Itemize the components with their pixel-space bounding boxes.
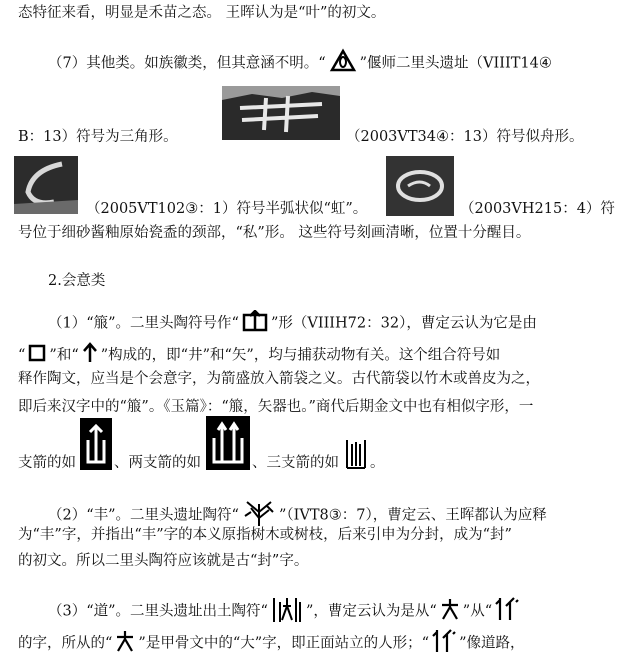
text-line bbox=[18, 454, 76, 472]
text-line bbox=[18, 4, 385, 22]
paragraph-text: ”形（VIIIH72：32），曹定云认为它是由 bbox=[270, 315, 537, 332]
paragraph-text: ”和“ bbox=[49, 347, 79, 364]
text-line bbox=[48, 310, 537, 337]
text-line bbox=[18, 398, 533, 416]
ship-symbol-photo bbox=[222, 86, 340, 140]
paragraph-text: （2003VT34④：13）符号似舟形。 bbox=[346, 129, 584, 145]
paragraph-text: ”偃师二里头遗址（VIIIT14④ bbox=[359, 55, 552, 72]
fu-one-arrow-icon bbox=[80, 418, 112, 470]
paragraph-text: 的字，所从的“ bbox=[18, 635, 113, 652]
paragraph-text: 、两支箭的如 bbox=[114, 455, 201, 471]
paragraph-text: ”，曹定云认为是从“ bbox=[305, 603, 437, 620]
text-line bbox=[18, 224, 530, 242]
text-line bbox=[252, 454, 339, 472]
paragraph-text: ”像道路， bbox=[459, 635, 525, 652]
paragraph-text: （7）其他类。如族徽类，但其意涵不明。“ bbox=[48, 55, 326, 72]
paragraph-text: B：13）符号为三角形。 bbox=[18, 129, 178, 145]
text-line bbox=[370, 454, 385, 472]
paragraph-text: ”构成的，即“井”和“矢”，均与捕获动物有关。这个组合符号如 bbox=[100, 347, 501, 364]
si-symbol-photo bbox=[386, 156, 454, 216]
text-line bbox=[346, 128, 583, 146]
text-line bbox=[18, 128, 178, 146]
triangle-symbol-icon bbox=[328, 48, 358, 79]
paragraph-text: （2005VT102③：1）符号半弧状似“虹”。 bbox=[86, 201, 368, 217]
arrow-symbol-icon bbox=[81, 342, 99, 369]
text-line bbox=[460, 200, 615, 218]
road-symbol-icon bbox=[431, 628, 457, 659]
paragraph-text: 、三支箭的如 bbox=[252, 455, 339, 471]
paragraph-text: （2）“丰”。二里头遗址陶符“ bbox=[48, 507, 239, 524]
text-line bbox=[48, 48, 552, 79]
text-line bbox=[18, 628, 525, 659]
paragraph-text: 。 bbox=[370, 455, 385, 471]
text-line bbox=[86, 200, 367, 218]
paragraph-text: 释作陶文，应当是个会意字，为箭盛放入箭袋之义。古代箭袋以竹木或兽皮为之， bbox=[18, 371, 540, 387]
section-heading bbox=[48, 272, 105, 290]
fu-symbol-icon bbox=[241, 310, 269, 337]
paragraph-text: （3）“道”。二里头遗址出土陶符“ bbox=[48, 603, 268, 620]
text-line bbox=[18, 526, 512, 544]
square-symbol-icon bbox=[27, 343, 47, 368]
text-line bbox=[114, 454, 201, 472]
text-line bbox=[18, 370, 540, 388]
section-title: 2.会意类 bbox=[48, 273, 106, 289]
arc-symbol-photo bbox=[14, 156, 78, 214]
paragraph-text: 的初文。所以二里头陶符应该就是古“封”字。 bbox=[18, 553, 309, 569]
paragraph-text: 号位于细砂酱釉原始瓷盉的颈部，“私”形。 这些符号刻画清晰，位置十分醒目。 bbox=[18, 225, 531, 241]
fu-three-arrow-icon bbox=[344, 436, 368, 474]
paragraph-text: 为“丰”字，并指出“丰”字的本义原指树木或树枝，后来引申为分封，成为“封” bbox=[18, 527, 512, 543]
paragraph-text: （2003VH215：4）符 bbox=[460, 201, 615, 217]
paragraph-text: ”从“ bbox=[462, 603, 493, 620]
text-line bbox=[18, 552, 308, 570]
fu-two-arrow-icon bbox=[206, 416, 250, 470]
text-line bbox=[18, 342, 500, 369]
paragraph-text: 态特征来看，明显是禾苗之态。 王晖认为是“叶”的初文。 bbox=[18, 5, 386, 21]
da-person-icon bbox=[439, 597, 461, 626]
paragraph-text: （1）“箙”。二里头陶符号作“ bbox=[48, 315, 239, 332]
da-person-icon bbox=[114, 629, 136, 658]
paragraph-text: ”（IVT8③：7），曹定云、王晖都认为应释 bbox=[278, 507, 547, 524]
paragraph-text: 即后来汉字中的“箙”。《玉篇》：“箙，矢器也。”商代后期金文中也有相似字形，一 bbox=[18, 399, 534, 415]
dao-symbol-icon bbox=[270, 594, 304, 629]
paragraph-text: 支箭的如 bbox=[18, 455, 76, 471]
text-line bbox=[48, 594, 522, 629]
road-symbol-icon bbox=[494, 596, 520, 627]
paragraph-text: ”是甲骨文中的“大”字，即正面站立的人形；“ bbox=[138, 635, 430, 652]
paragraph-text: “ bbox=[18, 347, 26, 364]
